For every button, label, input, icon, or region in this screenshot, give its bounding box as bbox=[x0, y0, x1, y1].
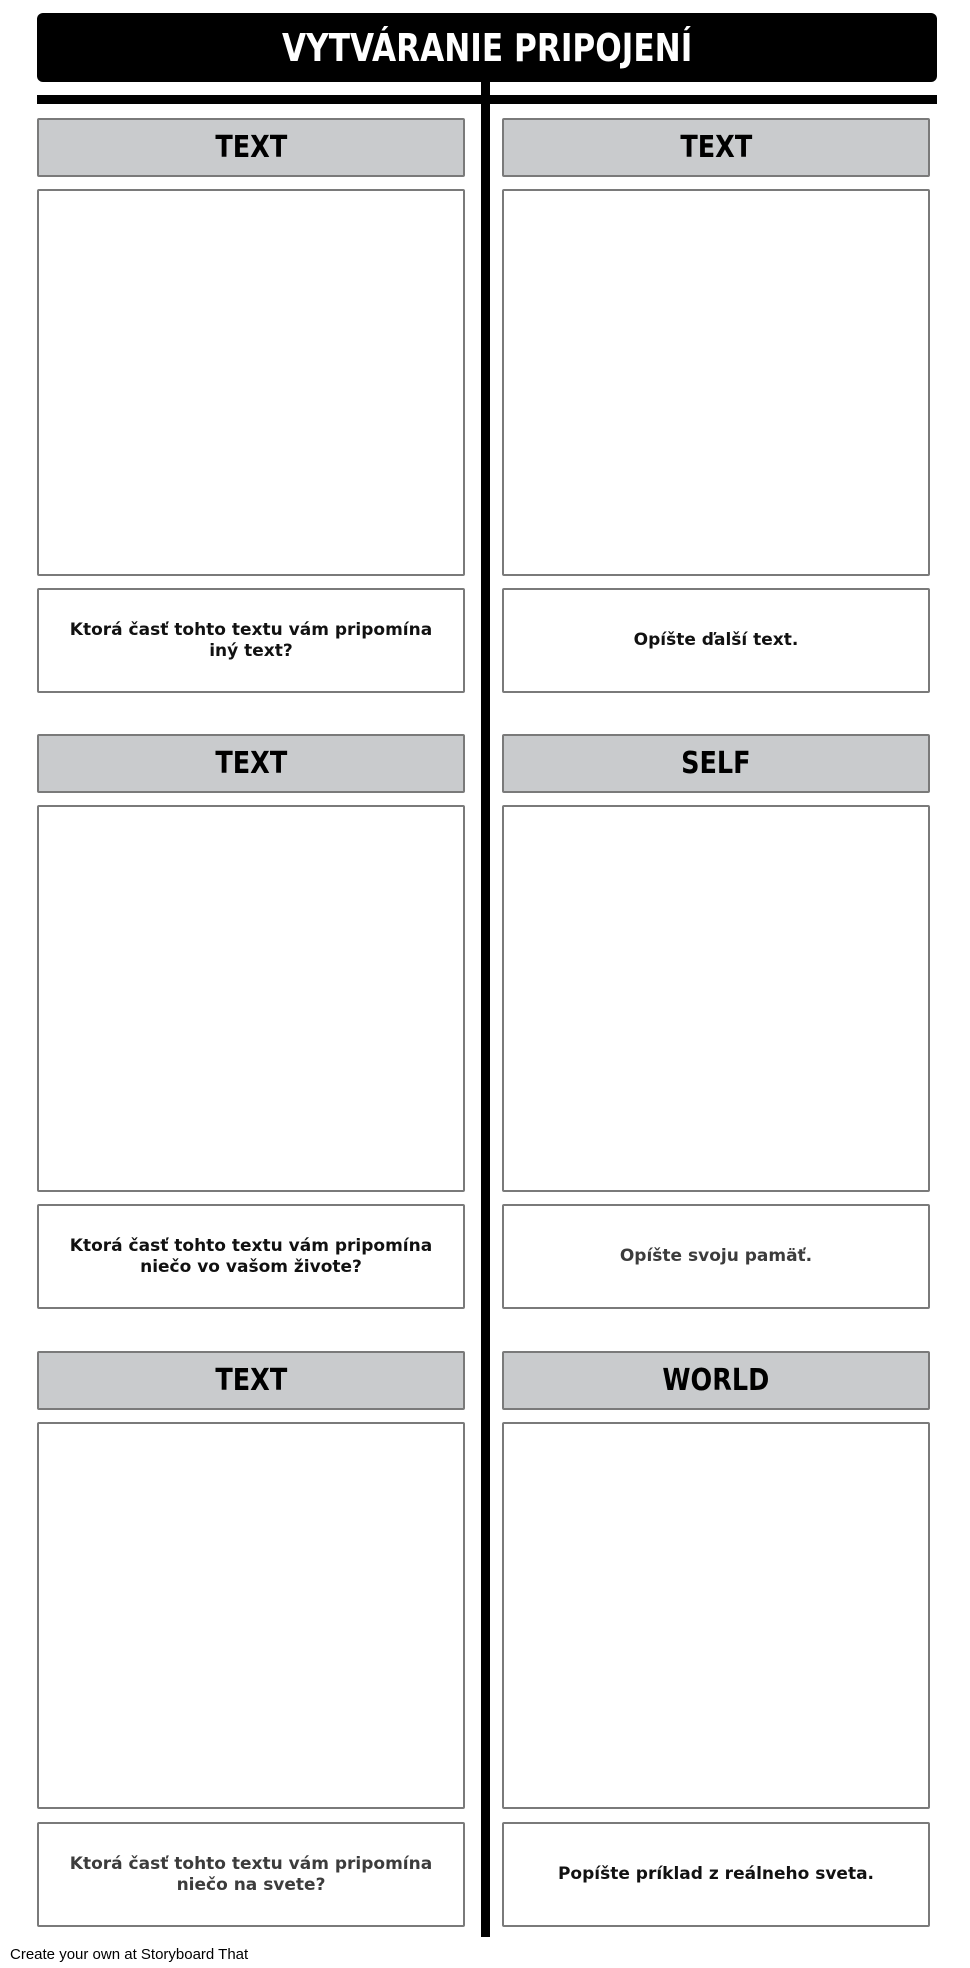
right-row3-caption-box[interactable] bbox=[502, 1822, 930, 1927]
right-row1-header-label: TEXT bbox=[680, 130, 752, 165]
vertical-divider bbox=[481, 80, 490, 1937]
left-row2-header bbox=[37, 734, 465, 793]
left-row1-header-label: TEXT bbox=[215, 130, 287, 165]
left-row3-caption: Ktorá časť tohto textu vám pripomína niečo na svete? bbox=[69, 1853, 433, 1895]
left-row3-header-label: TEXT bbox=[215, 1363, 287, 1398]
left-row2-caption: Ktorá časť tohto textu vám pripomína niečo vo vašom živote? bbox=[69, 1235, 433, 1277]
right-row3-header-label: WORLD bbox=[662, 1363, 770, 1398]
left-row1-drawing-area[interactable] bbox=[37, 189, 465, 576]
left-row3-caption-box[interactable] bbox=[37, 1822, 465, 1927]
left-row2-caption-box[interactable] bbox=[37, 1204, 465, 1309]
left-row3-drawing-area[interactable] bbox=[37, 1422, 465, 1809]
left-row1-caption: Ktorá časť tohto textu vám pripomína iný text? bbox=[69, 619, 433, 661]
left-row1-caption-box[interactable] bbox=[37, 588, 465, 693]
worksheet-title: VYTVÁRANIE PRIPOJENÍ bbox=[281, 25, 693, 70]
right-row2-header-label: SELF bbox=[681, 746, 751, 781]
right-row3-caption: Popíšte príklad z reálneho sveta. bbox=[557, 1864, 875, 1884]
left-row3-header bbox=[37, 1351, 465, 1410]
worksheet-title-bar bbox=[37, 13, 937, 82]
left-row1-header bbox=[37, 118, 465, 177]
right-row1-drawing-area[interactable] bbox=[502, 189, 930, 576]
right-row3-header bbox=[502, 1351, 930, 1410]
right-row1-caption: Opíšte ďalší text. bbox=[633, 630, 799, 650]
right-row2-caption-box[interactable] bbox=[502, 1204, 930, 1309]
right-row2-caption: Opíšte svoju pamäť. bbox=[619, 1246, 813, 1266]
left-row2-drawing-area[interactable] bbox=[37, 805, 465, 1192]
right-row2-drawing-area[interactable] bbox=[502, 805, 930, 1192]
left-row2-header-label: TEXT bbox=[215, 746, 287, 781]
footer-credit: Create your own at Storyboard That bbox=[10, 1946, 249, 1963]
right-row1-header bbox=[502, 118, 930, 177]
right-row1-caption-box[interactable] bbox=[502, 588, 930, 693]
right-row3-drawing-area[interactable] bbox=[502, 1422, 930, 1809]
right-row2-header bbox=[502, 734, 930, 793]
